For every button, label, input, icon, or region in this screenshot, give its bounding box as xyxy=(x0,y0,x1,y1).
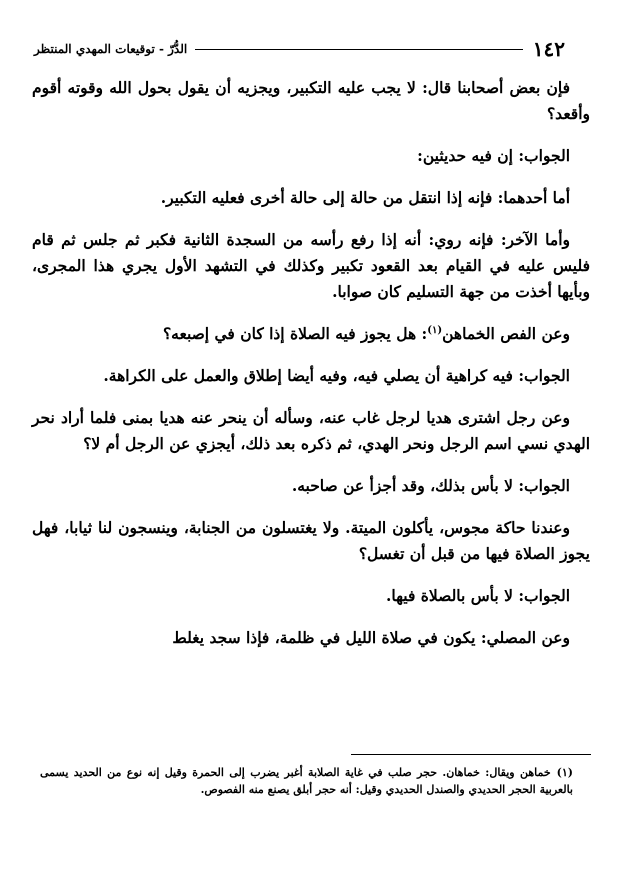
main-text xyxy=(32,75,590,667)
ring-stone-text: وعن الفص الخماهن xyxy=(442,324,570,343)
paragraph-question-night-prayer: وعن المصلي: يكون في صلاة الليل في ظلمة، فإذا سجد يغلط xyxy=(172,628,570,647)
footnote-text: خماهن ويقال: خماهان. حجر صلب في غاية الصلابة أغبر يضرب إلى الحمرة وقيل إنه نوع من الحديد يسمى بالعربية الحجر الحديدي والصندل الحديدي وقيل: أنه حجر أبلق يصنع منه الفصوص. xyxy=(40,766,573,796)
header-rule xyxy=(195,49,523,50)
paragraph-answer-weavers: الجواب: لا بأس بالصلاة فيها. xyxy=(386,586,570,605)
running-title: الدُّرّ - توقيعات المهدي المنتظر xyxy=(34,42,188,56)
paragraph-question-sacrifice: وعن رجل اشترى هديا لرجل غاب عنه، وسأله أن ينحر عنه هديا بمنى فلما أراد نحر الهدي نسي اسم الرجل ونحر الهدي، ثم ذكره بعد ذلك، أيجزي عن الرجل أم لا؟ xyxy=(32,408,590,453)
footnote-reference: (١) xyxy=(427,324,443,336)
ring-stone-question: : هل يجوز فيه الصلاة إذا كان في إصبعه؟ xyxy=(162,324,428,343)
paragraph-answer-two-hadiths: الجواب: إن فيه حديثين: xyxy=(417,146,570,165)
paragraph-answer-ring-stone: الجواب: فيه كراهية أن يصلي فيه، وفيه أيضا إطلاق والعمل على الكراهة. xyxy=(103,366,570,385)
paragraph-second-hadith: وأما الآخر: فإنه روي: أنه إذا رفع رأسه من السجدة الثانية فكبر ثم جلس ثم قام فليس عليه في القيام بعد القعود تكبير وكذلك في التشهد الأول يجري هذا المجرى، وبأيها أخذت من جهة التسليم كان صوابا. xyxy=(32,230,590,301)
paragraph-question-ring-stone xyxy=(32,321,590,347)
footnote xyxy=(40,764,573,798)
paragraph-first-hadith: أما أحدهما: فإنه إذا انتقل من حالة إلى حالة أخرى فعليه التكبير. xyxy=(160,188,570,207)
paragraph-question-takbir: فإن بعض أصحابنا قال: لا يجب عليه التكبير، ويجزيه أن يقول بحول الله وقوته أقوم وأقعد؟ xyxy=(32,78,590,123)
footnote-marker: (١) xyxy=(556,766,573,779)
page-header xyxy=(34,36,565,62)
paragraph-question-weavers: وعندنا حاكة مجوس، يأكلون الميتة. ولا يغتسلون من الجنابة، وينسجون لنا ثيابا، فهل يجوز الصلاة فيها من قبل أن تغسل؟ xyxy=(32,518,590,563)
footnote-separator xyxy=(351,754,591,755)
page-number: ١٤٢ xyxy=(532,37,565,61)
paragraph-answer-sacrifice: الجواب: لا بأس بذلك، وقد أجزأ عن صاحبه. xyxy=(291,476,570,495)
